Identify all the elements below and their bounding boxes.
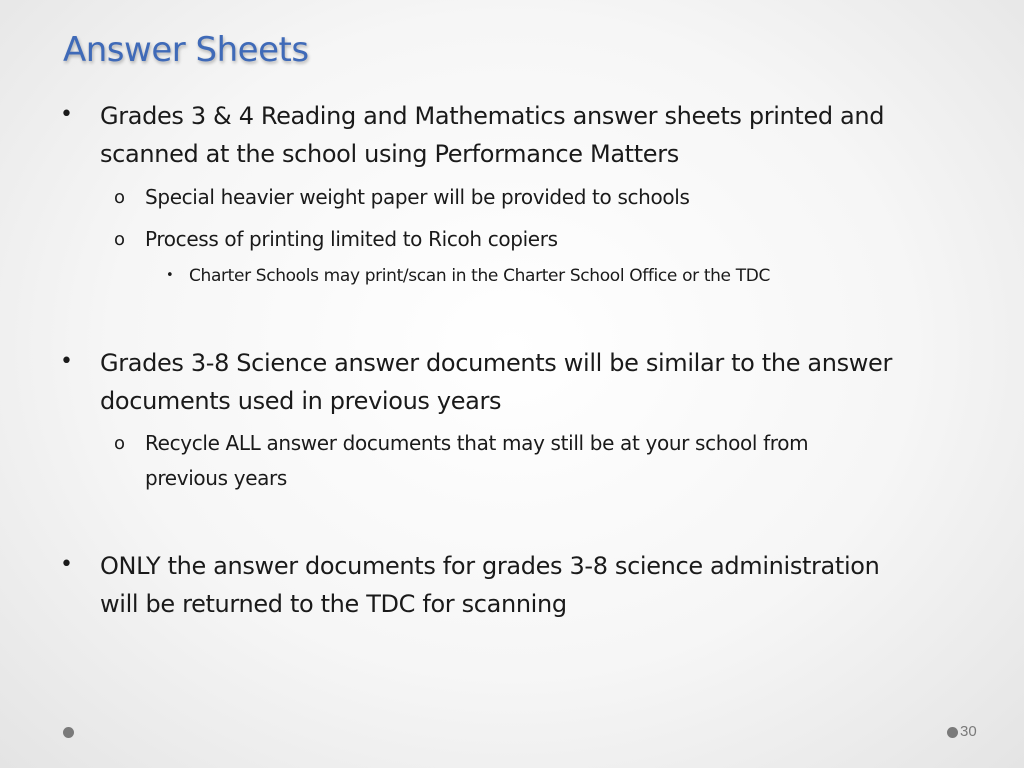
bullet-3-line-2: will be returned to the TDC for scanning — [100, 590, 567, 618]
bullet-1-line-1: Grades 3 & 4 Reading and Mathematics answer sheets printed and — [100, 102, 885, 130]
page-number: 30 — [960, 723, 977, 740]
bullet-3-line-1: ONLY the answer documents for grades 3-8 science administration — [100, 552, 880, 580]
bullet-marker: • — [60, 552, 73, 577]
bullet-1-sub-2-sub-1: Charter Schools may print/scan in the Charter School Office or the TDC — [189, 266, 771, 286]
bullet-2-line-2: documents used in previous years — [100, 387, 502, 415]
bullet-2-sub-1-line-1: Recycle ALL answer documents that may still be at your school from — [145, 431, 809, 455]
slide-title: Answer Sheets — [63, 30, 309, 70]
sub-bullet-marker: o — [114, 433, 126, 454]
sub-bullet-marker: o — [114, 187, 126, 208]
bullet-2-line-1: Grades 3-8 Science answer documents will be similar to the answer — [100, 349, 892, 377]
bullet-2-sub-1-line-2: previous years — [145, 466, 288, 490]
bullet-1-sub-1: Special heavier weight paper will be provided to schools — [145, 185, 690, 209]
bullet-1-sub-2: Process of printing limited to Ricoh copiers — [145, 227, 558, 251]
footer-dot-left — [63, 727, 74, 738]
bullet-marker: • — [60, 349, 73, 374]
bullet-marker: • — [60, 102, 73, 127]
footer-dot-right — [947, 727, 958, 738]
bullet-1-line-2: scanned at the school using Performance Matters — [100, 140, 679, 168]
sub-bullet-marker: o — [114, 229, 126, 250]
sub-sub-bullet-marker: • — [166, 268, 174, 283]
